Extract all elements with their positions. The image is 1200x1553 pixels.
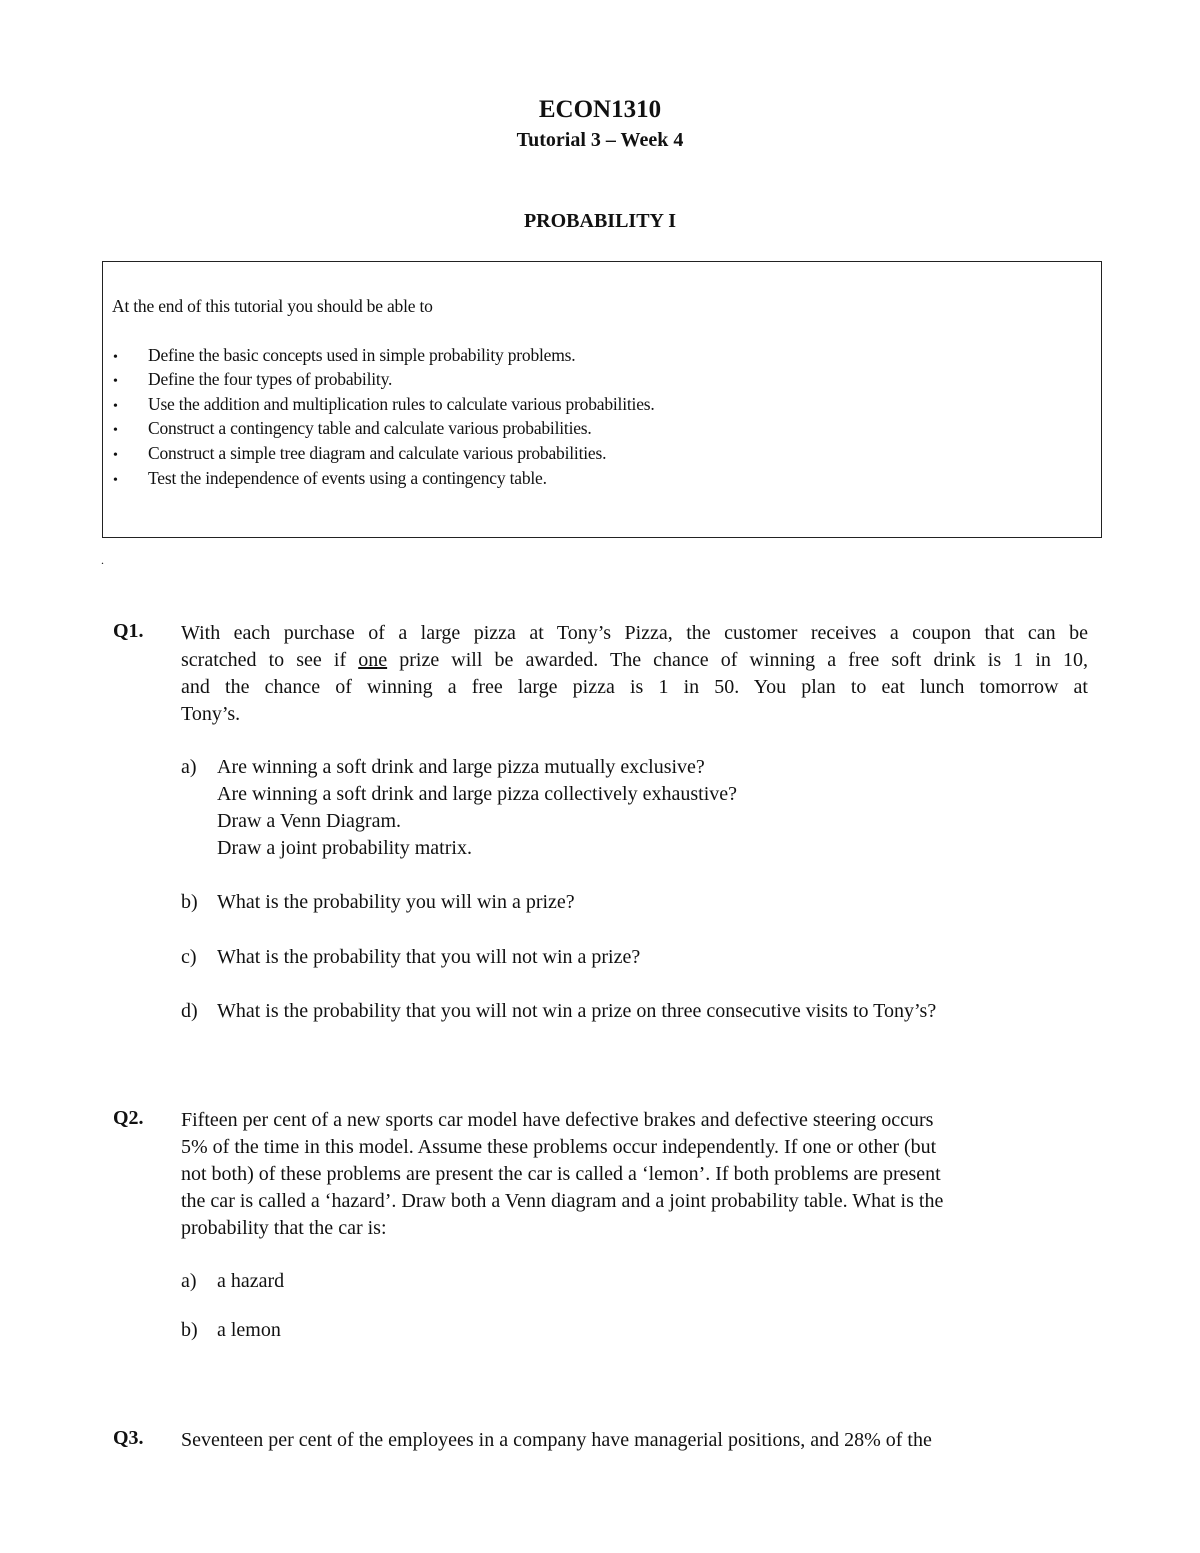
objective-item — [113, 466, 547, 491]
part-marker: b) — [181, 891, 198, 913]
learning-objectives-box — [102, 261, 1102, 538]
q2-line: probability that the car is: — [181, 1217, 387, 1239]
objective-text: Define the basic concepts used in simple probability problems. — [148, 345, 576, 365]
underlined-one: one — [358, 649, 388, 671]
question-q3-text — [181, 1427, 1088, 1454]
question-q2-text — [181, 1107, 1088, 1242]
bullet-icon: • — [113, 473, 118, 488]
tutorial-subtitle: Tutorial 3 – Week 4 — [516, 129, 684, 151]
part-text: What is the probability you will win a prize? — [217, 891, 575, 913]
q1-line: With each purchase of a large pizza at Tony’s Pizza, the customer receives a coupon that can be — [181, 622, 1088, 644]
part-marker: c) — [181, 946, 197, 968]
part-text: What is the probability that you will not win a prize on three consecutive visits to Tony’s? — [217, 1000, 937, 1022]
bullet-icon: • — [113, 423, 118, 438]
bullet-icon: • — [113, 374, 118, 389]
objective-item — [113, 416, 592, 441]
objective-text: Define the four types of probability. — [148, 369, 393, 389]
part-marker: b) — [181, 1319, 198, 1341]
q2-line: Fifteen per cent of a new sports car model have defective brakes and defective steering occurs — [181, 1109, 934, 1131]
q3-line: Seventeen per cent of the employees in a company have managerial positions, and 28% of the — [181, 1429, 932, 1451]
objective-item — [113, 392, 655, 417]
objective-item — [113, 343, 575, 368]
q1-line: scratched to see if one prize will be awarded. The chance of winning a free soft drink is 1 in 10, — [181, 649, 1088, 671]
question-label-q1: Q1. — [113, 620, 144, 642]
question-label-q2: Q2. — [113, 1107, 144, 1129]
objective-item — [113, 367, 392, 392]
part-marker: d) — [181, 1000, 198, 1022]
course-code: ECON1310 — [538, 96, 662, 123]
q2-line: 5% of the time in this model. Assume these problems occur independently. If one or other (but — [181, 1136, 937, 1158]
objectives-intro: At the end of this tutorial you should be able to — [112, 296, 433, 316]
bullet-icon: • — [113, 350, 118, 365]
objective-text: Test the independence of events using a contingency table. — [148, 468, 547, 488]
objective-text: Construct a contingency table and calculate various probabilities. — [148, 418, 592, 438]
question-q1-text — [181, 620, 1088, 728]
part-text: What is the probability that you will not win a prize? — [217, 946, 641, 968]
q1-line: and the chance of winning a free large pizza is 1 in 50. You plan to eat lunch tomorrow at — [181, 676, 1088, 698]
q2-line: not both) of these problems are present the car is called a ‘lemon’. If both problems are present — [181, 1163, 941, 1185]
objective-item — [113, 441, 606, 466]
bullet-icon: • — [113, 448, 118, 463]
part-marker: a) — [181, 1270, 197, 1292]
part-marker: a) — [181, 756, 197, 778]
bullet-icon: • — [113, 399, 118, 414]
topic-title: PROBABILITY I — [523, 210, 677, 232]
q1-line: Tony’s. — [181, 703, 241, 725]
part-text: Are winning a soft drink and large pizza mutually exclusive? Are winning a soft drink and large pizza collectively exhaustive? Draw a Venn Diagram. Draw a joint probability matrix. — [217, 756, 737, 859]
q2-line: the car is called a ‘hazard’. Draw both a Venn diagram and a joint probability table. What is the — [181, 1190, 944, 1212]
question-label-q3: Q3. — [113, 1427, 144, 1449]
part-text: a lemon — [217, 1319, 281, 1341]
part-text: a hazard — [217, 1270, 285, 1292]
stray-mark: . — [101, 553, 104, 567]
objective-text: Use the addition and multiplication rules to calculate various probabilities. — [148, 394, 655, 414]
objective-text: Construct a simple tree diagram and calculate various probabilities. — [148, 443, 607, 463]
